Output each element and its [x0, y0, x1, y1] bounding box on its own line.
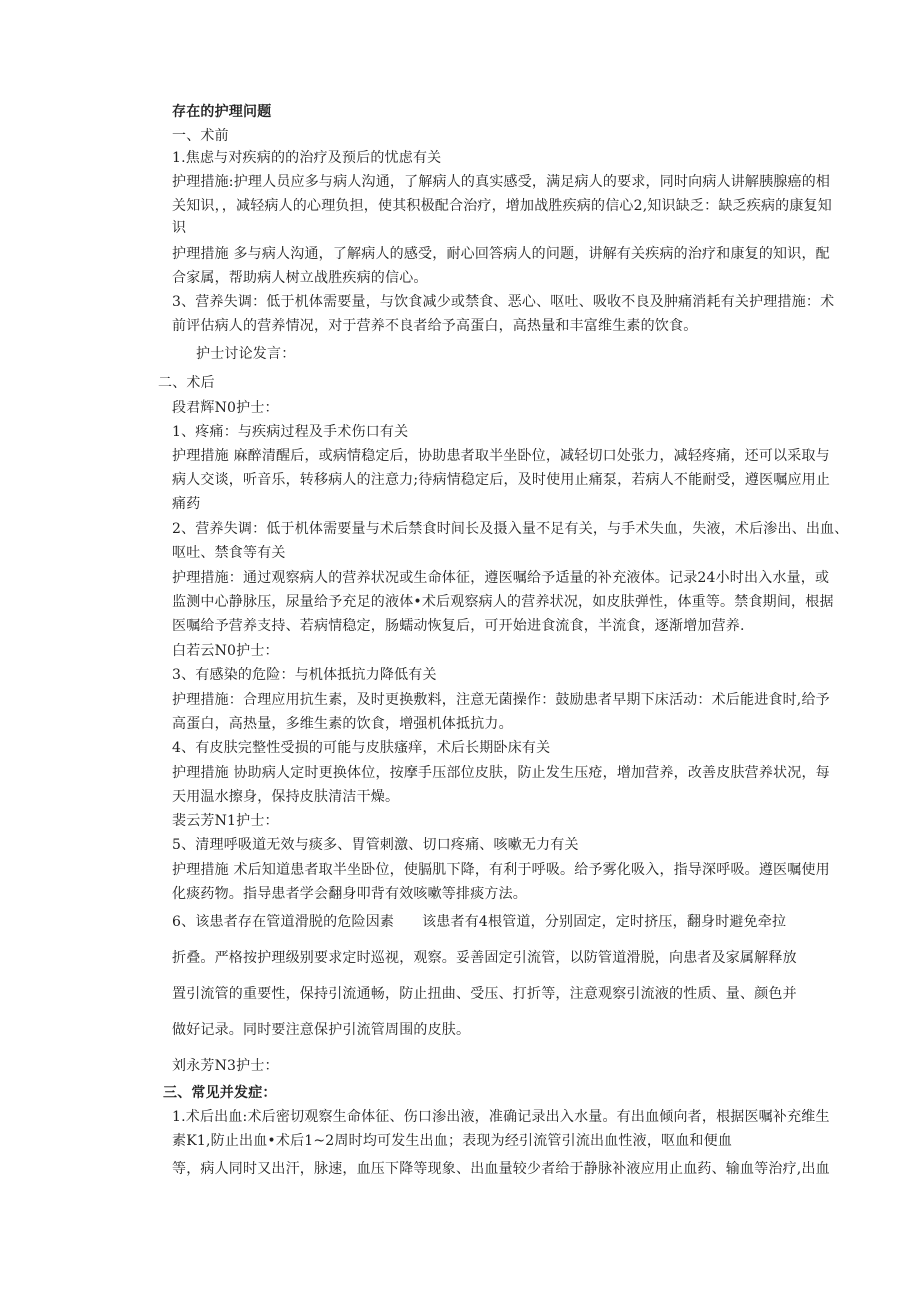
section-heading-preop: 一、术前 — [172, 128, 229, 144]
nurse-name: 段君辉N0护士： — [172, 400, 279, 416]
paragraph-line: 等，病人同时又出汗，脉速，血压下降等现象、出血量较少者给于静脉补液应用止血药、输血等治疗,出血 — [172, 1161, 830, 1177]
paragraph-line: 5、清理呼吸道无效与痰多、胃管刺激、切口疼痛、咳嗽无力有关 — [172, 837, 579, 853]
paragraph-line: 做好记录。同时要注意保护引流管周围的皮肤。 — [172, 1022, 471, 1038]
paragraph-line: 3、营养失调：低于机体需要量，与饮食减少或禁食、恶心、呕吐、吸收不良及肿痛消耗有关护理措施：术 — [172, 294, 835, 310]
paragraph-line: 护理措施 麻醉清醒后，或病情稳定后，协助患者取半坐卧位，减轻切口处张力，减轻疼痛，还可以采取与 — [172, 448, 830, 464]
paragraph-line: 监测中心静脉压，尿量给予充足的液体•术后观察病人的营养状况，如皮肤弹性，体重等。禁食期间，根据 — [172, 594, 834, 610]
document-title: 存在的护理问题 — [172, 104, 272, 120]
section-heading-postop: 二、术后 — [158, 375, 215, 391]
nurse-name: 刘永芳N3护士： — [172, 1058, 279, 1074]
paragraph-line: 1.术后出血:术后密切观察生命体征、伤口渗出液，准确记录出入水量。有出血倾向者，根据医嘱补充维生 — [172, 1109, 830, 1125]
nurse-name: 裴云芳N1护士： — [172, 813, 279, 829]
risk-factor-label: 6、该患者存在管道滑脱的危险因素 — [172, 914, 395, 930]
paragraph-line: 护理措施:护理人员应多与病人沟通，了解病人的真实感受，满足病人的要求，同时向病人讲解胰腺癌的相 — [172, 174, 831, 190]
paragraph-line: 素K1,防止出血•术后1~2周时均可发生出血；表现为经引流管引流出血性液，呕血和便血 — [172, 1133, 733, 1149]
section-heading-complications: 三、常见并发症： — [163, 1085, 277, 1101]
paragraph-line: 3、有感染的危险：与机体抵抗力降低有关 — [172, 667, 437, 683]
paragraph-line: 护理措施：通过观察病人的营养状况或生命体征，遵医嘱给予适量的补充液体。记录24小时出入水量，或 — [172, 570, 830, 586]
paragraph-line — [172, 912, 786, 932]
paragraph-line: 1.焦虑与对疾病的的治疗及预后的忧虑有关 — [172, 150, 442, 166]
paragraph-line: 高蛋白，高热量，多维生素的饮食，增强机体抵抗力。 — [172, 716, 513, 732]
paragraph-line: 2、营养失调：低于机体需要量与术后禁食时间长及摄入量不足有关，与手术失血，失液，术后渗出、出血、 — [172, 521, 849, 537]
paragraph-line: 病人交谈，听音乐，转移病人的注意力;待病情稳定后，及时使用止痛泵，若病人不能耐受，遵医嘱应用止 — [172, 472, 831, 488]
paragraph-line: 呕吐、禁食等有关 — [172, 545, 286, 561]
paragraph-line: 护理措施：合理应用抗生素，及时更换敷料，注意无菌操作：鼓励患者早期下床活动：术后能进食时,给予 — [172, 692, 830, 708]
risk-factor-text: 该患者有4根管道，分别固定，定时挤压，翻身时避免牵拉 — [422, 914, 787, 930]
paragraph-line: 置引流管的重要性，保持引流通畅，防止扭曲、受压、打折等，注意观察引流液的性质、量、颜色并 — [172, 986, 797, 1002]
paragraph-line: 1、疼痛：与疾病过程及手术伤口有关 — [172, 424, 409, 440]
paragraph-line: 前评估病人的营养情况，对于营养不良者给予高蛋白，高热量和丰富维生素的饮食。 — [172, 318, 698, 334]
nurse-name: 白若云N0护士： — [172, 643, 279, 659]
paragraph-line: 护理措施 多与病人沟通，了解病人的感受，耐心回答病人的问题，讲解有关疾病的治疗和康复的知识，配 — [172, 246, 830, 262]
paragraph-line: 合家属，帮助病人树立战胜疾病的信心。 — [172, 270, 428, 286]
paragraph-line: 护理措施 协助病人定时更换体位，按摩手压部位皮肤，防止发生压疮，增加营养，改善皮肤营养状况，每 — [172, 765, 830, 781]
paragraph-line: 4、有皮肤完整性受损的可能与皮肤瘙痒，术后长期卧床有关 — [172, 740, 551, 756]
paragraph-line: 痛药 — [172, 496, 201, 512]
paragraph-line: 天用温水擦身，保持皮肤清洁干燥。 — [172, 789, 400, 805]
paragraph-line: 化痰药物。指导患者学会翻身叩背有效咳嗽等排痰方法。 — [172, 886, 527, 902]
paragraph-line: 识 — [172, 220, 187, 236]
paragraph-line: 医嘱给予营养支持、若病情稳定，肠蠕动恢复后，可开始进食流食，半流食，逐渐增加营养. — [172, 618, 745, 634]
nurse-discussion-heading: 护士讨论发言： — [196, 346, 296, 362]
paragraph-line: 护理措施 术后知道患者取半坐卧位，使膈肌下降，有利于呼吸。给予雾化吸入，指导深呼吸。遵医嘱使用 — [172, 862, 830, 878]
paragraph-line: 折叠。严格按护理级别要求定时巡视，观察。妥善固定引流管，以防管道滑脱，向患者及家属解释放 — [172, 950, 797, 966]
paragraph-line: 关知识，，减轻病人的心理负担，使其积极配合治疗，增加战胜疾病的信心2,知识缺乏：缺乏疾病的康复知 — [172, 198, 832, 214]
